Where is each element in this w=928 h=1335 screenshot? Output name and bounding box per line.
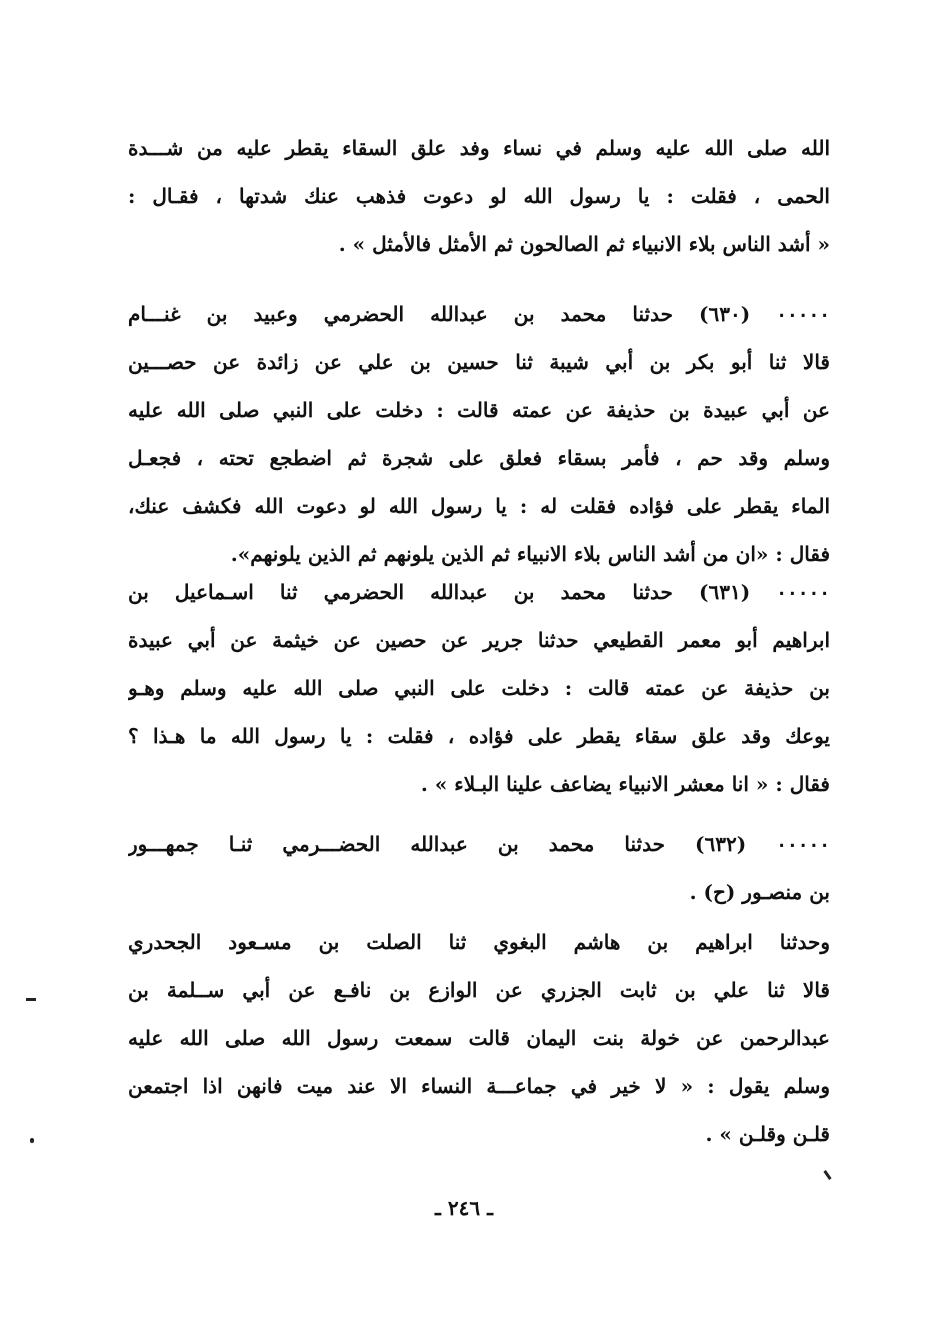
hadith-631	[128, 568, 830, 808]
text-line: الله صلى الله عليه وسلم في نساء وفد علق السقاء يقطر عليه من شـــدة	[128, 136, 830, 160]
text-line: الماء يقطر على فؤاده فقلت له : يا رسول الله لو دعوت الله فكشف عنك،	[128, 494, 830, 518]
text-line: ٠٠٠٠٠ (٦٣٢) حدثنا محمد بن عبدالله الحضـــرمي ثنـا جمهـــور	[128, 832, 830, 856]
hadith-632-second-chain	[128, 918, 830, 1158]
text-line: ٠٠٠٠٠ (٦٣٠) حدثنا محمد بن عبدالله الحضرمي وعبيد بن غنـــام	[128, 302, 830, 326]
text-line: قالا ثنا أبو بكر بن أبي شيبة ثنا حسين بن علي عن زائدة عن حصـــين	[128, 350, 830, 374]
text-line: ٠٠٠٠٠ (٦٣١) حدثنا محمد بن عبدالله الحضرمي ثنا اسـماعيل بن	[128, 580, 830, 604]
text-line: عن أبي عبيدة بن حذيفة عن عمته قالت : دخلت على النبي صلى الله عليه	[128, 398, 830, 422]
text-line: وحدثنا ابراهيم بن هاشم البغوي ثنا الصلت بن مسـعود الجحدري	[128, 930, 830, 954]
paragraph-continuation	[128, 124, 830, 268]
hadith-630	[128, 290, 830, 578]
text-line: يوعك وقد علق سقاء يقطر على فؤاده ، فقلت : يا رسول الله ما هـذا ؟	[128, 724, 830, 748]
text-line: بن منصـور (ح) .	[689, 880, 830, 904]
text-line: وسلم يقول : « لا خير في جماعـــة النساء الا عند ميت فانهن اذا اجتمعن	[128, 1074, 830, 1098]
scan-speck	[30, 1138, 34, 1143]
text-line: فقال : «ان من أشد الناس بلاء الانبياء ثم الذين يلونهم ثم الذين يلونهم».	[230, 542, 830, 566]
text-line: فقال : « انا معشر الانبياء يضاعف علينا البـلاء » .	[420, 772, 830, 796]
text-line: قلـن وقلـن » .	[705, 1122, 830, 1146]
text-line: قالا ثنا علي بن ثابت الجزري عن الوازع بن نافـع عن أبي ســلمة بن	[128, 978, 830, 1002]
text-line: بن حذيفة عن عمته قالت : دخلت على النبي صلى الله عليه وسلم وهـو	[128, 676, 830, 700]
scan-speck	[823, 1170, 831, 1180]
text-line: ابراهيم أبو معمر القطيعي حدثنا جرير عن حصين عن خيثمة عن أبي عبيدة	[128, 628, 830, 652]
text-line: عبدالرحمن عن خولة بنت اليمان قالت سمعت رسول الله صلى الله عليه	[128, 1026, 830, 1050]
text-line: « أشد الناس بلاء الانبياء ثم الصالحون ثم الأمثل فالأمثل » .	[338, 232, 830, 256]
text-line: وسلم وقد حم ، فأمر بسقاء فعلق على شجرة ثم اضطجع تحته ، فجعـل	[128, 446, 830, 470]
hadith-632	[128, 820, 830, 916]
scan-speck	[26, 998, 36, 1001]
text-line: الحمى ، فقلت : يا رسول الله لو دعوت فذهب عنك شدتها ، فقـال :	[128, 184, 830, 208]
page-number: ـ ٢٤٦ ـ	[435, 1196, 493, 1220]
